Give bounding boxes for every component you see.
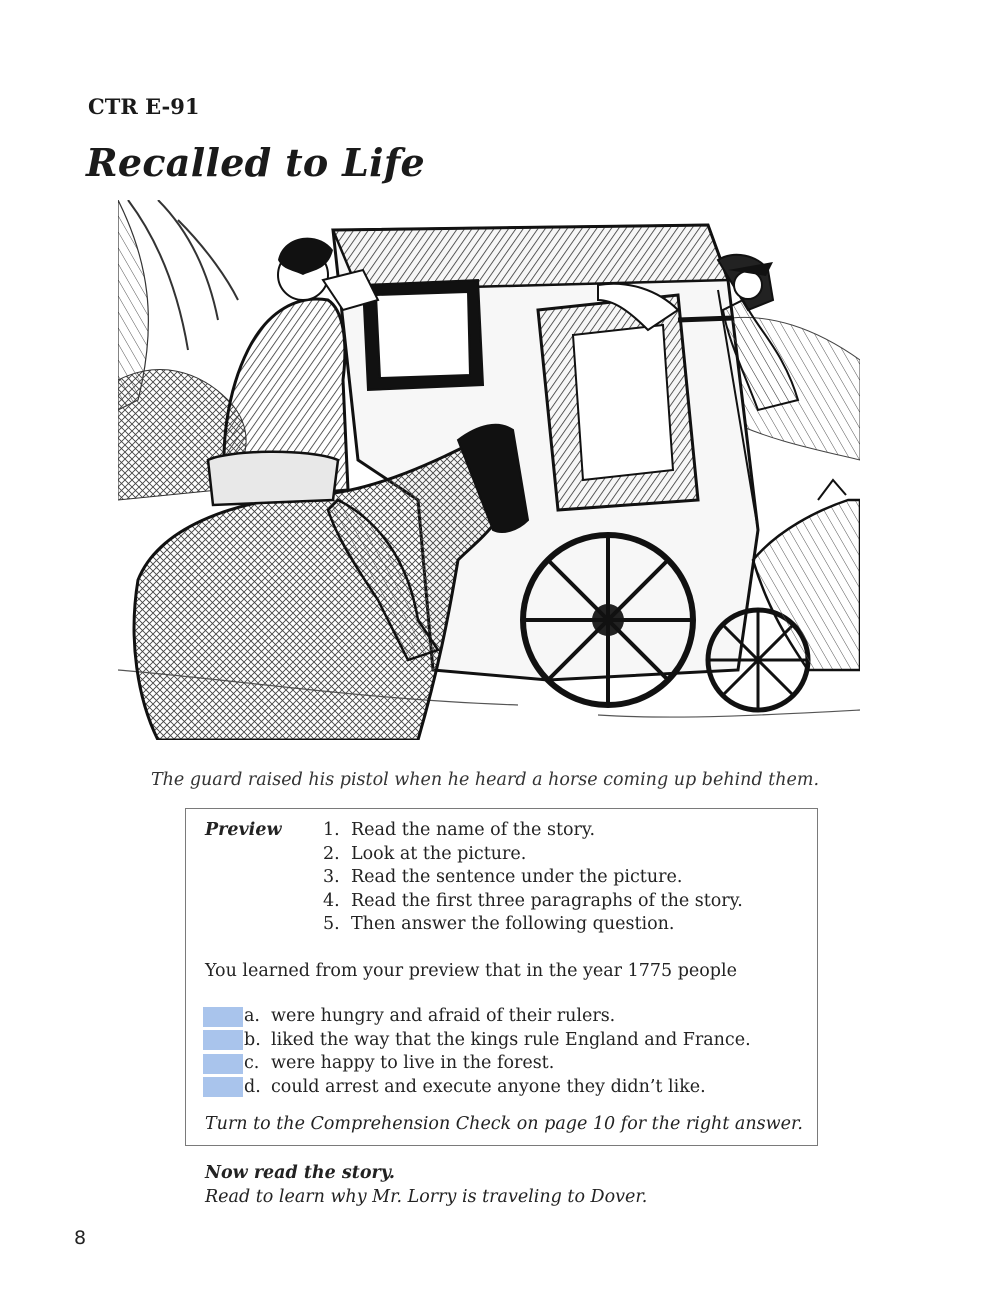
preview-step	[323, 866, 743, 890]
option-text: could arrest and execute anyone they didn’t like.	[271, 1076, 706, 1097]
preview-question: You learned from your preview that in the year 1775 people	[205, 961, 737, 981]
preview-step	[323, 890, 743, 914]
story-code: CTR E-91	[88, 94, 200, 119]
option-text: were happy to live in the forest.	[271, 1053, 555, 1073]
preview-step	[323, 819, 743, 843]
step-number: 2.	[323, 843, 340, 864]
step-text: Look at the picture.	[351, 843, 527, 864]
reading-purpose: Read to learn why Mr. Lorry is traveling to Dover.	[205, 1187, 648, 1207]
step-number: 3.	[323, 867, 340, 887]
page-number: 8	[74, 1227, 87, 1249]
preview-step	[323, 843, 743, 867]
option-letter: a.	[244, 1006, 260, 1026]
option-letter: d.	[244, 1076, 261, 1097]
option-text: liked the way that the kings rule England and France.	[271, 1029, 751, 1050]
preview-box	[185, 808, 818, 1146]
answer-option-b	[203, 1029, 751, 1053]
answer-option-d	[203, 1076, 751, 1100]
illustration-caption: The guard raised his pistol when he heard a horse coming up behind them.	[150, 770, 820, 790]
answer-input-c[interactable]	[203, 1054, 243, 1074]
preview-step	[323, 913, 743, 937]
step-number: 5.	[323, 914, 340, 934]
answer-input-a[interactable]	[203, 1007, 243, 1027]
preview-label: Preview	[205, 820, 282, 840]
step-text: Then answer the following question.	[351, 914, 675, 934]
preview-steps	[323, 819, 743, 937]
answer-option-a	[203, 1005, 751, 1029]
answer-options	[203, 1005, 751, 1099]
option-letter: b.	[244, 1029, 261, 1050]
step-text: Read the name of the story.	[351, 820, 596, 840]
option-text: were hungry and afraid of their rulers.	[271, 1006, 616, 1026]
now-read-heading: Now read the story.	[205, 1163, 395, 1183]
story-title: Recalled to Life	[86, 140, 425, 185]
stagecoach-horseman-illustration	[118, 200, 860, 740]
answer-option-c	[203, 1052, 751, 1076]
comprehension-check-note: Turn to the Comprehension Check on page 10 for the right answer.	[205, 1114, 803, 1134]
option-letter: c.	[244, 1053, 260, 1073]
step-text: Read the sentence under the picture.	[351, 867, 683, 887]
step-number: 4.	[323, 890, 340, 911]
answer-input-b[interactable]	[203, 1030, 243, 1050]
answer-input-d[interactable]	[203, 1077, 243, 1097]
step-number: 1.	[323, 820, 340, 840]
step-text: Read the first three paragraphs of the story.	[351, 890, 743, 911]
